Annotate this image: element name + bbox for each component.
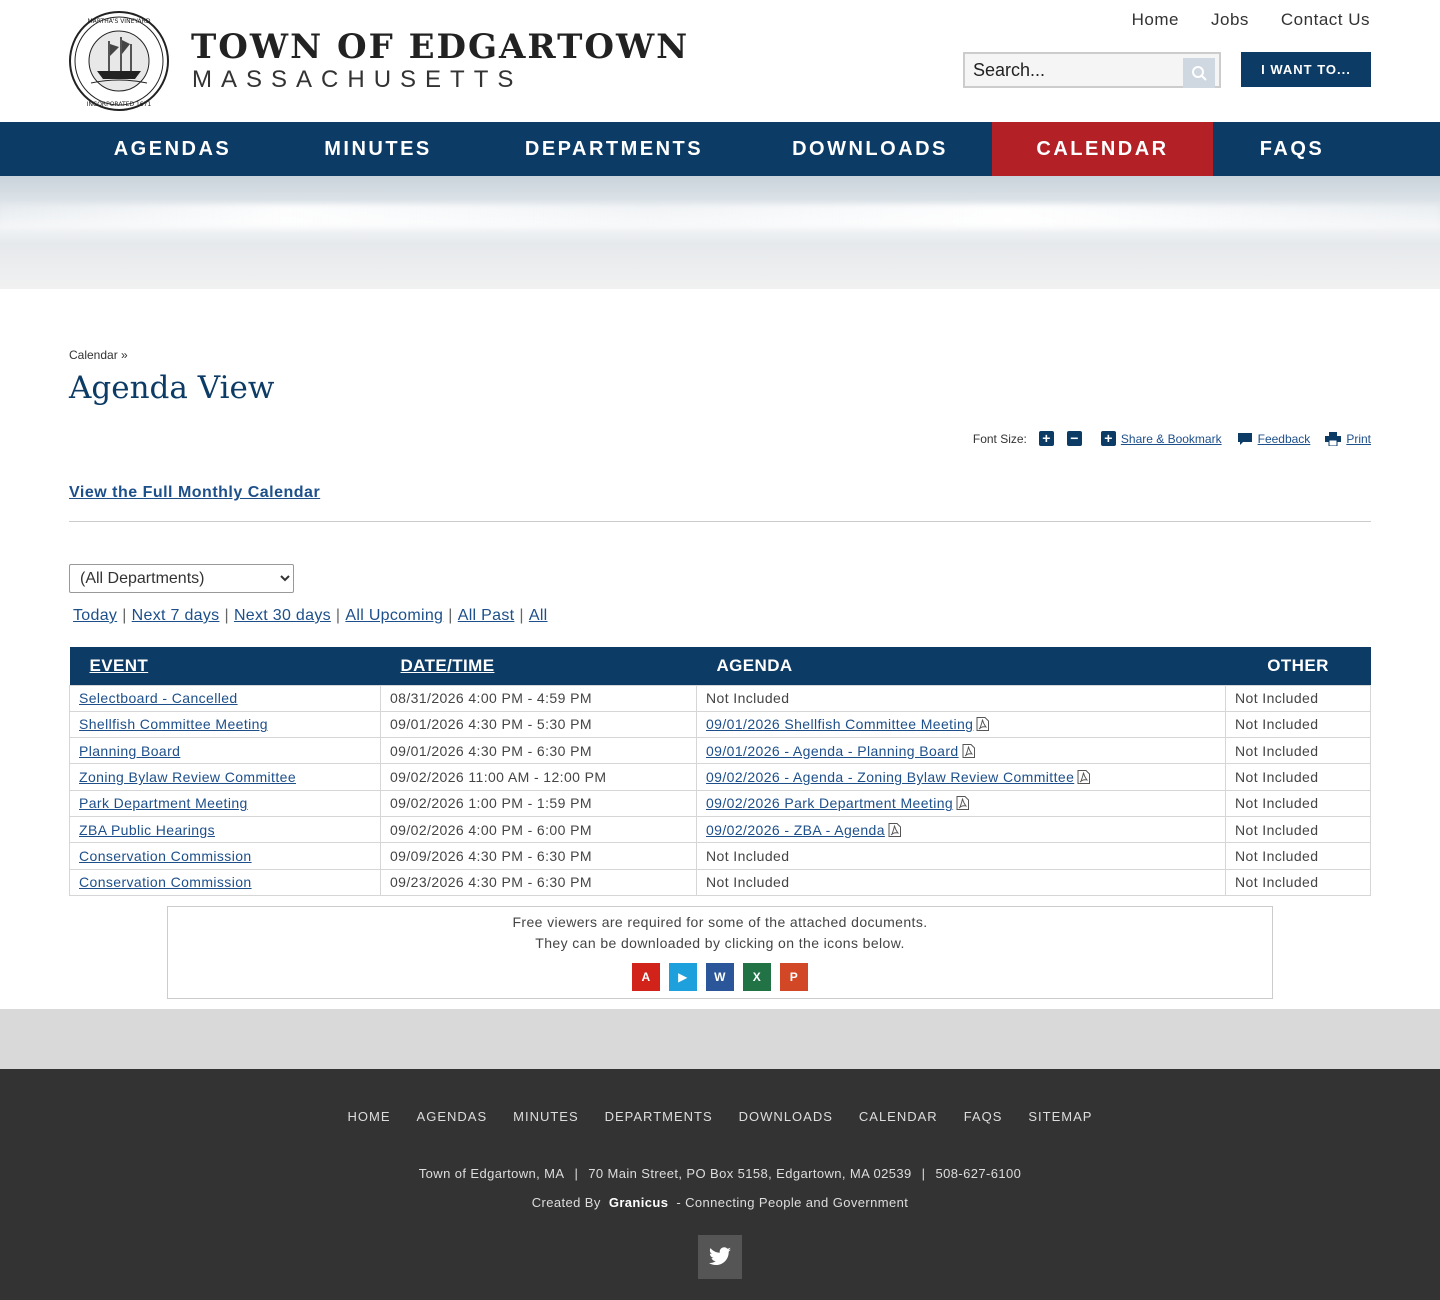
twitter-icon bbox=[708, 1247, 732, 1267]
svg-text:MARTHA'S VINEYARD: MARTHA'S VINEYARD bbox=[87, 18, 151, 25]
filter-all[interactable]: All bbox=[528, 607, 548, 624]
agenda-cell bbox=[697, 711, 1226, 737]
footer-town: Town of Edgartown, MA bbox=[418, 1166, 565, 1181]
datetime-cell: 09/02/2026 11:00 AM - 12:00 PM bbox=[381, 764, 697, 790]
footer-faqs-link[interactable]: FAQS bbox=[963, 1109, 1003, 1124]
agenda-cell bbox=[697, 869, 1226, 895]
table-row bbox=[70, 738, 1371, 764]
i-want-to-button[interactable]: I WANT TO... bbox=[1241, 52, 1371, 87]
share-bookmark-link[interactable]: Share & Bookmark bbox=[1120, 431, 1222, 446]
event-cell bbox=[70, 764, 381, 790]
feedback-link[interactable]: Feedback bbox=[1257, 431, 1311, 446]
header-event[interactable]: EVENT bbox=[70, 647, 381, 685]
powerpoint-viewer-icon[interactable]: P bbox=[780, 963, 808, 991]
footer-minutes-link[interactable]: MINUTES bbox=[513, 1109, 579, 1124]
event-link[interactable]: Selectboard - Cancelled bbox=[79, 690, 238, 707]
event-link[interactable]: Shellfish Committee Meeting bbox=[79, 716, 268, 733]
footer-calendar-link[interactable]: CALENDAR bbox=[858, 1109, 938, 1124]
table-row bbox=[70, 869, 1371, 895]
nav-faqs[interactable]: FAQS bbox=[1259, 137, 1325, 160]
other-cell: Not Included bbox=[1226, 816, 1371, 842]
agenda-document-link[interactable]: 09/02/2026 Park Department Meeting bbox=[706, 795, 954, 812]
nav-minutes[interactable]: MINUTES bbox=[324, 137, 432, 160]
event-link[interactable]: Zoning Bylaw Review Committee bbox=[79, 769, 297, 786]
nav-agendas[interactable]: AGENDAS bbox=[113, 137, 232, 160]
event-cell bbox=[70, 843, 381, 869]
viewers-text-1: Free viewers are required for some of the attached documents. bbox=[512, 914, 928, 930]
free-viewers-box bbox=[167, 906, 1273, 999]
other-cell: Not Included bbox=[1226, 711, 1371, 737]
header-agenda: AGENDA bbox=[697, 647, 1226, 685]
page-tools bbox=[973, 431, 1371, 446]
datetime-cell: 09/02/2026 4:00 PM - 6:00 PM bbox=[381, 816, 697, 842]
agenda-document-link[interactable]: 09/02/2026 - Agenda - Zoning Bylaw Review Committee bbox=[706, 769, 1075, 786]
nav-departments[interactable]: DEPARTMENTS bbox=[524, 137, 704, 160]
viewers-text-2: They can be downloaded by clicking on the icons below. bbox=[535, 935, 905, 951]
pdf-reader-icon[interactable]: A bbox=[632, 963, 660, 991]
table-row bbox=[70, 790, 1371, 816]
event-link[interactable]: Conservation Commission bbox=[79, 847, 252, 864]
search-box bbox=[963, 52, 1221, 88]
datetime-cell: 09/01/2026 4:30 PM - 6:30 PM bbox=[381, 738, 697, 764]
footer-top-band bbox=[0, 1009, 1440, 1069]
utility-links bbox=[1132, 10, 1370, 30]
event-link[interactable]: ZBA Public Hearings bbox=[79, 821, 215, 838]
filter-all-upcoming[interactable]: All Upcoming bbox=[345, 607, 444, 624]
filter-next-7-days[interactable]: Next 7 days bbox=[131, 607, 220, 624]
agenda-document-link[interactable]: 09/02/2026 - ZBA - Agenda bbox=[706, 821, 885, 838]
feedback-icon bbox=[1237, 432, 1253, 446]
svg-text:INCORPORATED 1671: INCORPORATED 1671 bbox=[86, 101, 152, 108]
table-row bbox=[70, 764, 1371, 790]
granicus-link[interactable]: Granicus bbox=[608, 1195, 669, 1210]
agenda-cell bbox=[697, 843, 1226, 869]
event-cell bbox=[70, 738, 381, 764]
site-footer bbox=[0, 1069, 1440, 1300]
datetime-cell: 09/09/2026 4:30 PM - 6:30 PM bbox=[381, 843, 697, 869]
print-link[interactable]: Print bbox=[1346, 431, 1371, 446]
excel-viewer-icon[interactable]: X bbox=[743, 963, 771, 991]
jobs-link[interactable]: Jobs bbox=[1210, 10, 1249, 29]
header-other: OTHER bbox=[1226, 647, 1371, 685]
event-cell bbox=[70, 711, 381, 737]
search-icon bbox=[1191, 65, 1207, 81]
pdf-icon[interactable] bbox=[1077, 770, 1090, 784]
media-player-icon[interactable]: ▶ bbox=[669, 963, 697, 991]
main-nav bbox=[0, 122, 1440, 176]
other-cell: Not Included bbox=[1226, 764, 1371, 790]
nav-downloads[interactable]: DOWNLOADS bbox=[792, 137, 948, 160]
footer-address: Town of Edgartown, MA | 70 Main Street, PO Box 5158, Edgartown, MA 02539 | 508-627-6100 bbox=[418, 1166, 1022, 1181]
agenda-cell bbox=[697, 790, 1226, 816]
table-row bbox=[70, 843, 1371, 869]
footer-departments-link[interactable]: DEPARTMENTS bbox=[604, 1109, 713, 1124]
table-row bbox=[70, 816, 1371, 842]
site-subtitle: MASSACHUSETTS bbox=[192, 66, 523, 93]
footer-street: 70 Main Street, PO Box 5158, Edgartown, MA 02539 bbox=[588, 1166, 912, 1181]
twitter-button[interactable] bbox=[698, 1235, 742, 1279]
filter-next-30-days[interactable]: Next 30 days bbox=[233, 607, 331, 624]
other-cell: Not Included bbox=[1226, 843, 1371, 869]
footer-sitemap-link[interactable]: SITEMAP bbox=[1028, 1109, 1093, 1124]
created-by-label: Created By bbox=[531, 1195, 601, 1210]
footer-credits bbox=[0, 1195, 1440, 1210]
other-cell: Not Included bbox=[1226, 869, 1371, 895]
agenda-cell bbox=[697, 816, 1226, 842]
footer-tagline: - Connecting People and Government bbox=[676, 1195, 909, 1210]
pdf-icon[interactable] bbox=[888, 823, 901, 837]
nav-calendar[interactable]: CALENDAR bbox=[992, 122, 1213, 176]
agenda-not-included: Not Included bbox=[706, 847, 790, 864]
home-link[interactable]: Home bbox=[1131, 10, 1179, 29]
datetime-cell: 08/31/2026 4:00 PM - 4:59 PM bbox=[381, 685, 697, 711]
table-row bbox=[70, 711, 1371, 737]
site-title[interactable]: TOWN OF EDGARTOWN bbox=[191, 27, 690, 67]
datetime-cell: 09/01/2026 4:30 PM - 5:30 PM bbox=[381, 711, 697, 737]
event-cell bbox=[70, 685, 381, 711]
divider bbox=[69, 521, 1371, 522]
agenda-document-link[interactable]: 09/01/2026 Shellfish Committee Meeting bbox=[706, 716, 974, 733]
search-input[interactable] bbox=[973, 58, 1173, 82]
event-link[interactable]: Conservation Commission bbox=[79, 874, 252, 891]
other-cell: Not Included bbox=[1226, 738, 1371, 764]
agenda-not-included: Not Included bbox=[706, 874, 790, 891]
font-increase-icon[interactable]: + bbox=[1039, 431, 1054, 446]
department-select[interactable] bbox=[69, 564, 294, 593]
agenda-table bbox=[69, 647, 1371, 896]
footer-agendas-link[interactable]: AGENDAS bbox=[416, 1109, 488, 1124]
hero-banner-image bbox=[0, 176, 1440, 289]
word-viewer-icon[interactable]: W bbox=[706, 963, 734, 991]
font-decrease-icon[interactable]: − bbox=[1067, 431, 1082, 446]
agenda-not-included: Not Included bbox=[706, 690, 790, 707]
event-cell bbox=[70, 816, 381, 842]
search-button[interactable] bbox=[1183, 58, 1215, 88]
date-filters: Today | Next 7 days | Next 30 days | All Upcoming | All Past | All bbox=[73, 607, 548, 624]
font-size-label: Font Size: bbox=[972, 431, 1027, 446]
agenda-cell bbox=[697, 764, 1226, 790]
pdf-icon[interactable] bbox=[956, 796, 969, 810]
event-link[interactable]: Park Department Meeting bbox=[79, 795, 248, 812]
footer-nav bbox=[0, 1109, 1440, 1124]
other-cell: Not Included bbox=[1226, 685, 1371, 711]
agenda-cell bbox=[697, 685, 1226, 711]
footer-downloads-link[interactable]: DOWNLOADS bbox=[738, 1109, 833, 1124]
full-monthly-calendar-link[interactable]: View the Full Monthly Calendar bbox=[69, 484, 321, 501]
filter-all-past[interactable]: All Past bbox=[457, 607, 515, 624]
breadcrumb[interactable]: Calendar » bbox=[69, 348, 128, 362]
datetime-cell: 09/23/2026 4:30 PM - 6:30 PM bbox=[381, 869, 697, 895]
share-plus-icon: + bbox=[1101, 431, 1116, 446]
footer-home-link[interactable]: HOME bbox=[347, 1109, 391, 1124]
page-title: Agenda View bbox=[69, 370, 275, 406]
town-seal-logo[interactable] bbox=[69, 11, 169, 111]
datetime-cell: 09/02/2026 1:00 PM - 1:59 PM bbox=[381, 790, 697, 816]
table-row bbox=[70, 685, 1371, 711]
filter-today[interactable]: Today bbox=[73, 607, 118, 624]
event-link[interactable]: Planning Board bbox=[79, 742, 181, 759]
agenda-document-link[interactable]: 09/01/2026 - Agenda - Planning Board bbox=[706, 742, 959, 759]
footer-phone: 508-627-6100 bbox=[935, 1166, 1022, 1181]
header-datetime[interactable]: DATE/TIME bbox=[381, 647, 697, 685]
pdf-icon[interactable] bbox=[976, 717, 989, 731]
site-header bbox=[0, 0, 1440, 122]
event-cell bbox=[70, 869, 381, 895]
other-cell: Not Included bbox=[1226, 790, 1371, 816]
contact-us-link[interactable]: Contact Us bbox=[1280, 10, 1370, 29]
event-cell bbox=[70, 790, 381, 816]
print-icon bbox=[1325, 432, 1341, 446]
pdf-icon[interactable] bbox=[962, 744, 975, 758]
agenda-cell bbox=[697, 738, 1226, 764]
